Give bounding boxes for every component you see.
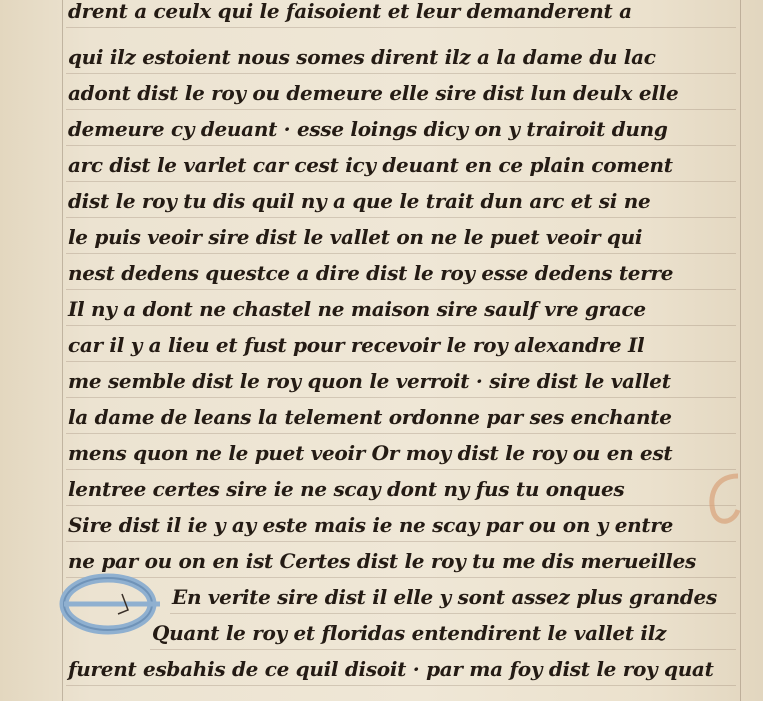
line-text: car il y a lieu et fust pour recevoir le roy alexandre Il	[68, 333, 645, 357]
text-line	[66, 362, 736, 398]
text-line	[66, 290, 736, 326]
line-text: En verite sire dist il elle y sont assez plus grandes	[172, 585, 717, 609]
text-line	[66, 542, 736, 578]
text-line	[66, 326, 736, 362]
line-text: me semble dist le roy quon le verroit · sire dist le vallet	[68, 369, 671, 393]
text-line	[66, 218, 736, 254]
line-text: qui ilz estoient nous somes dirent ilz a la dame du lac	[68, 45, 656, 69]
line-text: Il ny a dont ne chastel ne maison sire saulf vre grace	[68, 297, 646, 321]
line-text: arc dist le varlet car cest icy deuant en ce plain coment	[68, 153, 673, 177]
line-text: ne par ou on en ist Certes dist le roy tu me dis merueilles	[68, 549, 696, 573]
line-text: nest dedens questce a dire dist le roy esse dedens terre	[68, 261, 674, 285]
rubric-mark	[704, 470, 744, 528]
text-line	[66, 470, 736, 506]
text-line	[66, 38, 736, 74]
text-line	[66, 506, 736, 542]
text-line	[66, 110, 736, 146]
text-line	[66, 0, 736, 28]
decorated-initial	[56, 570, 166, 638]
line-text: Sire dist il ie y ay este mais ie ne scay par ou on y entre	[68, 513, 674, 537]
text-line	[66, 650, 736, 686]
line-text: le puis veoir sire dist le vallet on ne le puet veoir qui	[68, 225, 643, 249]
text-line	[66, 74, 736, 110]
line-text: mens quon ne le puet veoir Or moy dist le roy ou en est	[68, 441, 673, 465]
line-text: furent esbahis de ce quil disoit · par ma foy dist le roy quat	[68, 657, 714, 681]
text-line	[66, 146, 736, 182]
line-text: adont dist le roy ou demeure elle sire dist lun deulx elle	[68, 81, 679, 105]
text-line	[170, 578, 736, 614]
text-line	[66, 398, 736, 434]
text-line	[66, 254, 736, 290]
text-line	[150, 614, 736, 650]
text-line	[66, 434, 736, 470]
line-text: dist le roy tu dis quil ny a que le trait dun arc et si ne	[68, 189, 651, 213]
line-text: Quant le roy et floridas entendirent le vallet ilz	[152, 621, 667, 645]
line-text: demeure cy deuant · esse loings dicy on y trairoit dung	[68, 117, 668, 141]
line-text: lentree certes sire ie ne scay dont ny fus tu onques	[68, 477, 625, 501]
line-text: drent a ceulx qui le faisoient et leur demanderent a	[68, 0, 632, 23]
text-line	[66, 182, 736, 218]
line-text: la dame de leans la telement ordonne par ses enchante	[68, 405, 672, 429]
